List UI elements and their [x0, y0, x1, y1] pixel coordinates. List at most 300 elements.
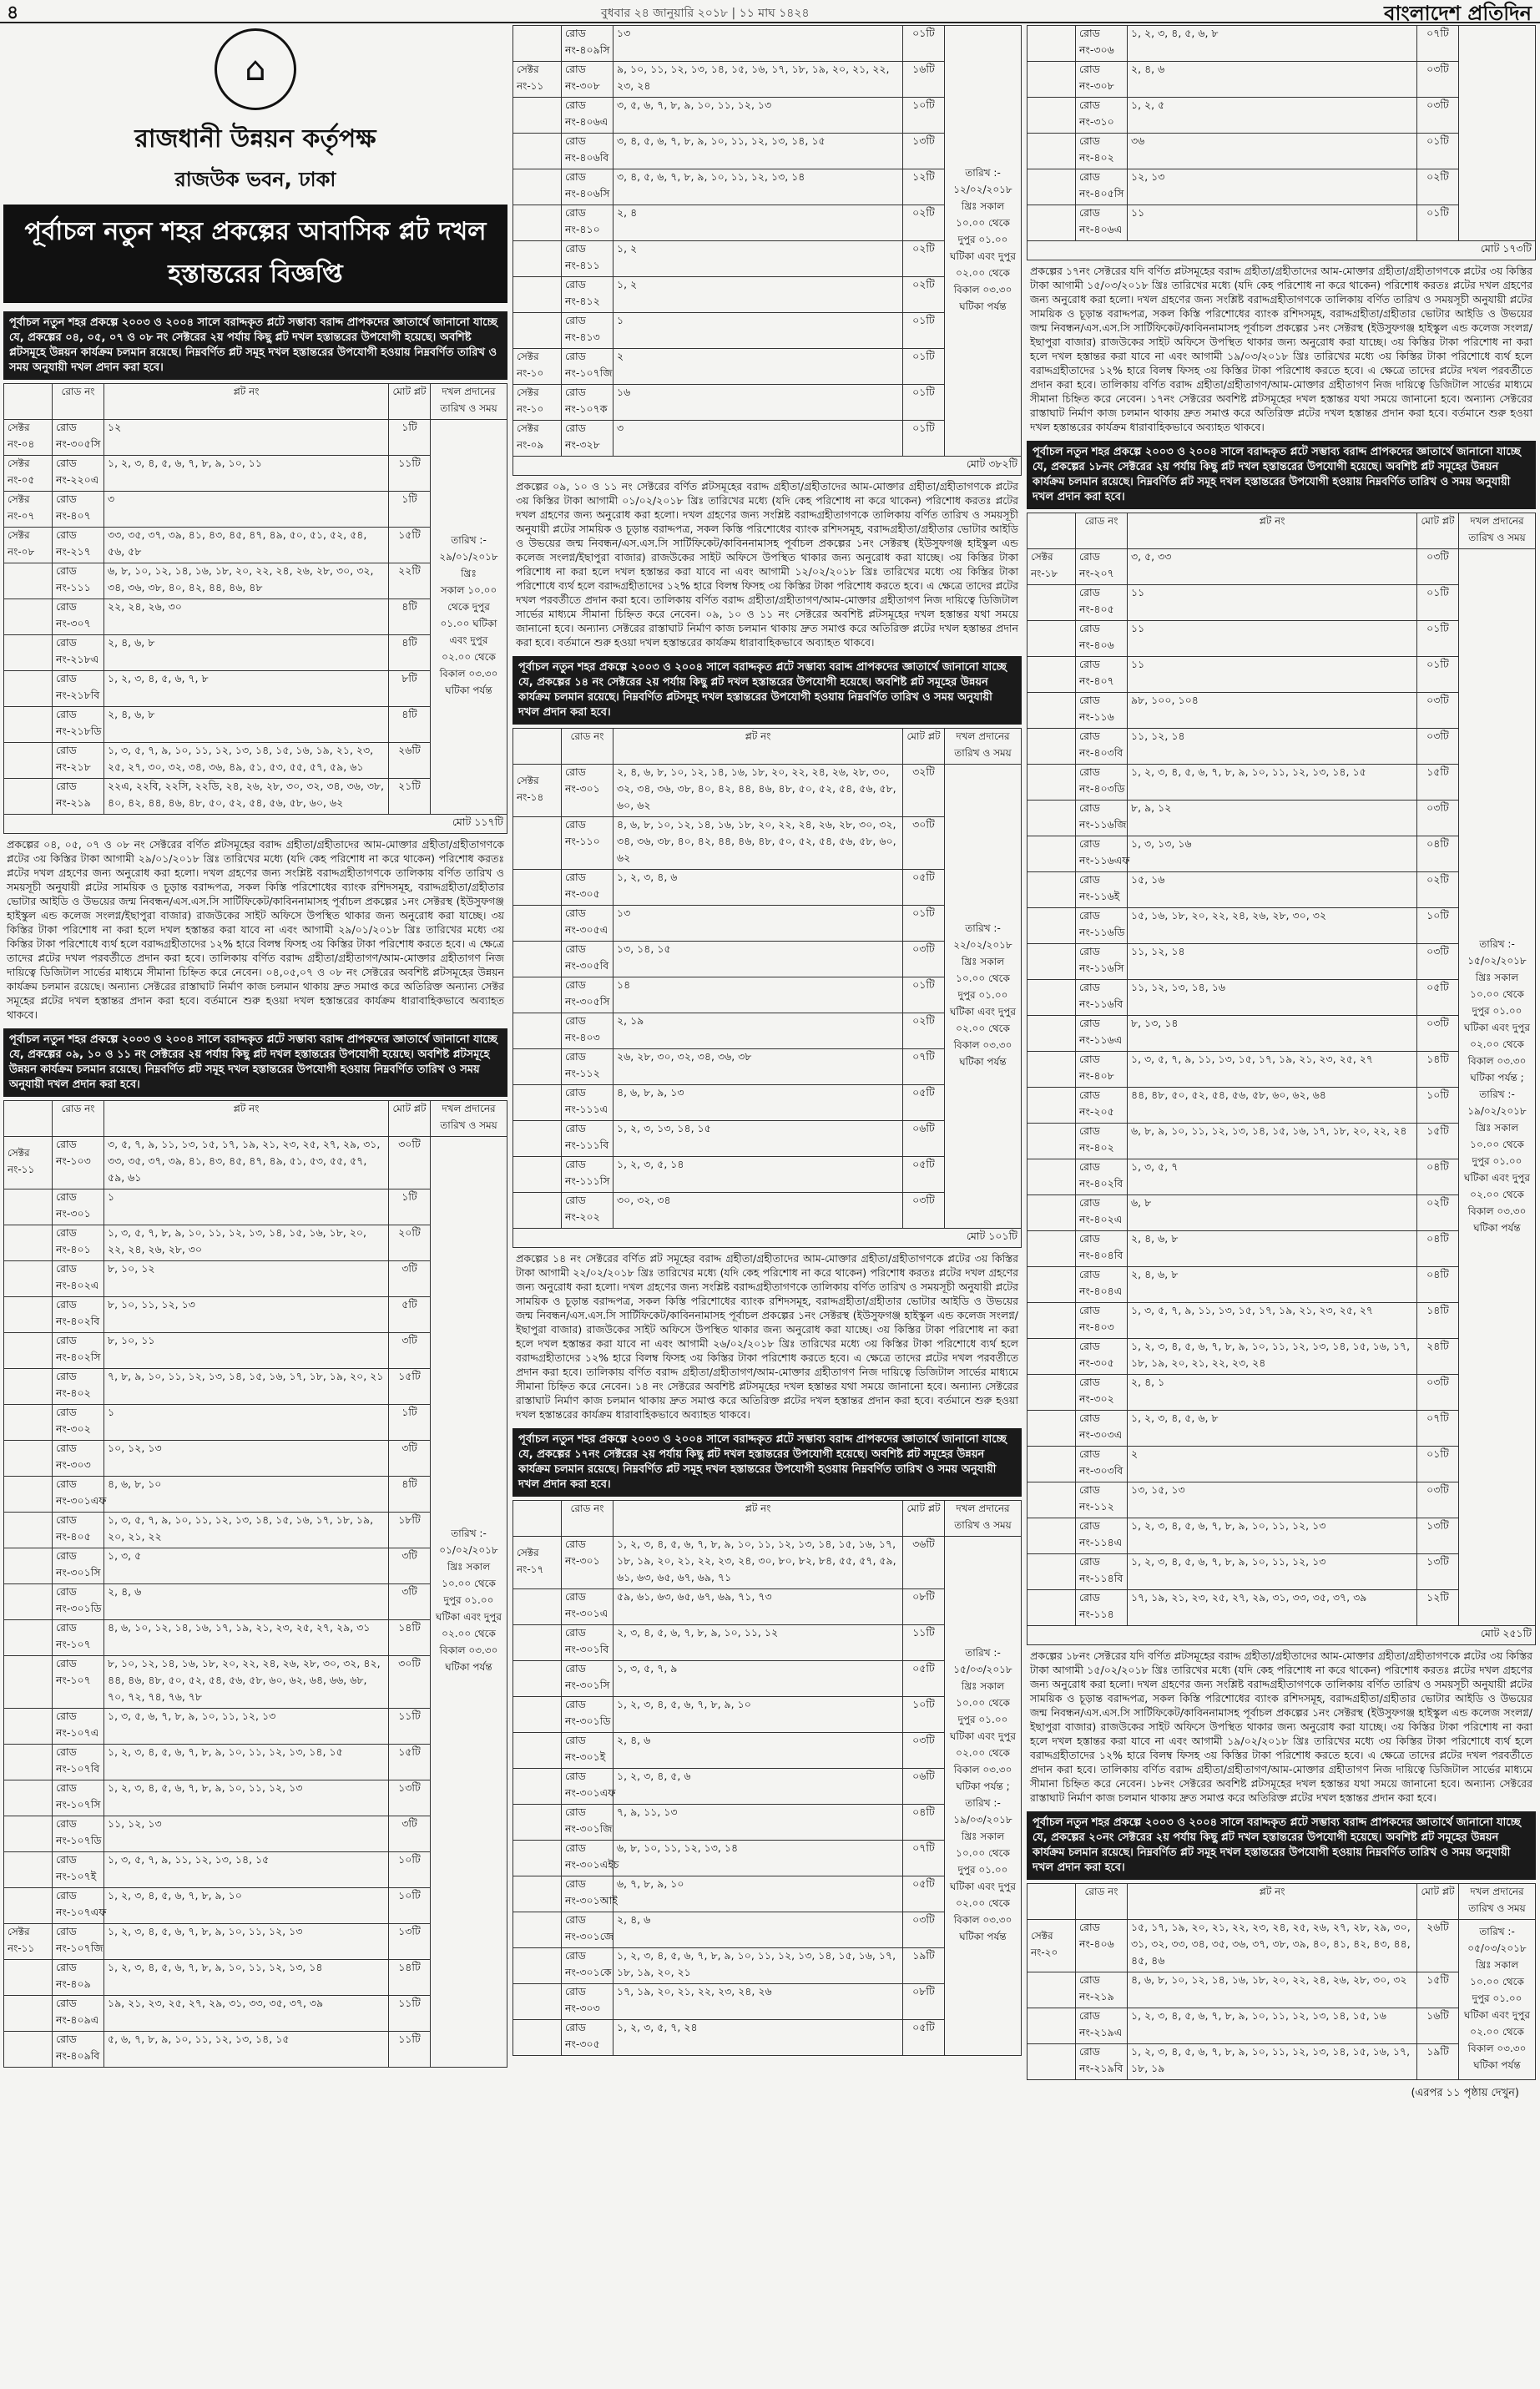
- count-cell: ০৬টি: [903, 1769, 945, 1805]
- road-cell: রোড নং-৩০১: [53, 1189, 104, 1225]
- road-cell: রোড নং-২১৯বি: [1076, 2044, 1128, 2080]
- count-cell: ১৬টি: [903, 62, 945, 98]
- road-cell: রোড নং-১১১সি: [562, 1157, 613, 1193]
- road-cell: রোড নং-১১২: [1076, 1482, 1128, 1518]
- road-cell: রোড নং-৩০১এফ: [53, 1477, 104, 1513]
- sector-cell: [513, 1049, 562, 1085]
- plots-cell: ১, ২, ৩, ৪, ৫, ৬, ৭, ৮, ৯, ১০, ১১, ১২, ১৩, ১৪, ১৫, ১৬, ১৭, ১৮, ১৯, ২০, ২১: [613, 1948, 903, 1984]
- sector-cell: সেক্টর নং-১১: [4, 1924, 53, 1960]
- road-cell: রোড নং-৪০২বি: [53, 1297, 104, 1333]
- count-cell: ১২টি: [903, 169, 945, 205]
- sector-cell: [1028, 1088, 1076, 1124]
- col-schedule: দখল প্রদানের তারিখ ও সময়: [431, 384, 507, 420]
- sector-cell: [4, 707, 53, 743]
- road-cell: রোড নং-২০৭: [1076, 549, 1128, 585]
- sector-cell: [513, 906, 562, 942]
- road-cell: রোড নং-১১৬ডি: [1076, 908, 1128, 944]
- count-cell: ০১টি: [903, 313, 945, 349]
- road-cell: রোড নং-৪০৯বি: [53, 2032, 104, 2068]
- sector-cell: [1028, 1447, 1076, 1482]
- sector-cell: [513, 1912, 562, 1948]
- plots-cell: ৩, ৫, ৭, ৯, ১১, ১৩, ১৫, ১৭, ১৯, ২১, ২৩, ২৫, ২৭, ২৯, ৩১, ৩৩, ৩৫, ৩৭, ৩৯, ৪১, ৪৩, ৪৫, ৪৭, ৪৯, ৫১, ৫৩, ৫৫, ৫৭, ৫৯, ৬১: [104, 1137, 389, 1189]
- plots-cell: ১৫, ১৬, ১৮, ২০, ২২, ২৪, ২৬, ২৮, ৩০, ৩২: [1128, 908, 1417, 944]
- road-cell: রোড নং-৩০১এফ: [562, 1769, 613, 1805]
- sector-cell: [1028, 1231, 1076, 1267]
- sector-cell: [4, 1225, 53, 1261]
- count-cell: ১০টি: [903, 1697, 945, 1733]
- col-plots: প্লট নং: [613, 1501, 903, 1537]
- count-cell: ৮টি: [389, 671, 431, 707]
- road-cell: রোড নং-৪০৩: [562, 1013, 613, 1049]
- count-cell: ১১টি: [389, 2032, 431, 2068]
- plots-cell: ১৩, ১৪, ১৫: [613, 942, 903, 977]
- road-cell: রোড নং-৪১০: [562, 205, 613, 241]
- road-cell: রোড নং-১০৩: [53, 1137, 104, 1189]
- count-cell: ০২টি: [903, 241, 945, 277]
- road-cell: রোড নং-১১৬এ: [1076, 1016, 1128, 1052]
- sector-cell: সেক্টর নং-০৮: [4, 528, 53, 563]
- road-cell: রোড নং-৪০২বি: [1076, 1159, 1128, 1195]
- road-cell: রোড নং-৩০৩এ: [1076, 1411, 1128, 1447]
- notice-intro-sector-17: পূর্বাচল নতুন শহর প্রকল্পে ২০০৩ ও ২০০৪ সালে বরাদ্দকৃত প্লটে সম্ভাব্য বরাদ্দ প্রাপকদের জ্ঞাতার্থে জানানো যাচ্ছে যে, প্রকল্পের ১৭নং সেক্টরের ২য় পর্যায় কিছু প্লট দখল হস্তান্তরের উপযোগী হয়েছে। অবশিষ্ট প্লট সমূহের উন্নয়ন কার্যক্রম চলমান রয়েছে। নিম্নবর্ণিত প্লট সমূহ দখল হস্তান্তরের উপযোগী হওয়ায় নিম্নবর্ণিত তারিখ ও সময় অনুযায়ী দখল প্রদান করা হবে।: [512, 1428, 1022, 1497]
- sector-cell: [513, 1876, 562, 1912]
- plots-cell: ১০, ১২, ১৩: [104, 1441, 389, 1477]
- road-cell: রোড নং-২১৯: [53, 779, 104, 815]
- sector-cell: [1028, 765, 1076, 801]
- col-plots: প্লট নং: [1128, 1884, 1417, 1920]
- sector-cell: [4, 1709, 53, 1745]
- plots-cell: ১, ২, ৩, ৪, ৫, ৬, ৭, ৮, ৯, ১০, ১১, ১২, ১৩, ১৪, ১৫, ১৬, ১৭, ১৮, ১৯: [1128, 2044, 1417, 2080]
- plots-cell: ১, ২, ৩, ১৩, ১৪, ১৫: [613, 1121, 903, 1157]
- total-count: মোট ১১৭টি: [4, 815, 507, 834]
- count-cell: ০৫টি: [903, 870, 945, 906]
- plots-cell: ১, ২, ৩, ৪, ৬: [613, 870, 903, 906]
- road-cell: রোড নং-৩০১ই: [562, 1733, 613, 1769]
- plots-cell: ১৬: [613, 385, 903, 421]
- road-cell: রোড নং-১১৬বি: [1076, 980, 1128, 1016]
- sector-cell: [1028, 1375, 1076, 1411]
- col-count: মোট প্লট: [389, 384, 431, 420]
- sector-cell: [513, 1193, 562, 1229]
- sector-cell: [1028, 1411, 1076, 1447]
- plots-cell: ২৬, ২৮, ৩০, ৩২, ৩৪, ৩৬, ৩৮: [613, 1049, 903, 1085]
- count-cell: ১৩টি: [1417, 1518, 1459, 1554]
- plots-cell: ১, ৩, ৫: [104, 1548, 389, 1584]
- plots-cell: ১, ২, ৩, ৪, ৫, ৬, ৭, ৮, ৯, ১০, ১১, ১২, ১৩, ১৪: [104, 1960, 389, 1996]
- road-cell: রোড নং-৪০৫: [53, 1513, 104, 1548]
- count-cell: ০৫টি: [903, 1876, 945, 1912]
- count-cell: ০৫টি: [903, 2020, 945, 2056]
- road-cell: রোড নং-২১৮বি: [53, 671, 104, 707]
- column-right: [1027, 25, 1536, 2381]
- sector-cell: [4, 599, 53, 635]
- col-schedule: দখল প্রদানের তারিখ ও সময়: [945, 1501, 1022, 1537]
- count-cell: ০৬টি: [903, 1121, 945, 1157]
- sector-cell: সেক্টর নং-১১: [513, 62, 562, 98]
- col-road: রোড নং: [1076, 1884, 1128, 1920]
- count-cell: ০২টি: [903, 205, 945, 241]
- plots-cell: ১, ২, ৩, ৪, ৫, ৬, ৭, ৮, ৯, ১০: [613, 1697, 903, 1733]
- road-cell: রোড নং-৪১১: [562, 241, 613, 277]
- count-cell: ৩টি: [389, 1261, 431, 1297]
- plots-cell: ৪, ৬, ৮, ১০, ১২, ১৪, ১৬, ১৮, ২০, ২২, ২৪, ২৬, ২৮, ৩০, ৩২: [1128, 1972, 1417, 2008]
- plots-cell: ১, ২, ৩, ৪, ৫, ৬, ৭, ৮, ৯, ১০, ১১, ১২, ১৩: [1128, 1518, 1417, 1554]
- plots-cell: ১, ২: [613, 241, 903, 277]
- road-cell: রোড নং-৩০১জি: [562, 1805, 613, 1841]
- plots-cell: ৮, ৯, ১২: [1128, 801, 1417, 836]
- plots-cell: ১, ৩, ৫, ৬, ৭, ৮, ৯, ১০, ১১, ১২, ১৩: [104, 1709, 389, 1745]
- sector-cell: [1028, 980, 1076, 1016]
- plots-cell: ১৭, ১৯, ২১, ২৩, ২৫, ২৭, ২৯, ৩১, ৩৩, ৩৫, ৩৭, ৩৯: [1128, 1590, 1417, 1626]
- count-cell: ১০টি: [903, 98, 945, 134]
- plots-cell: ২, ৪, ১: [1128, 1375, 1417, 1411]
- road-cell: রোড নং-১০৭এ: [53, 1709, 104, 1745]
- total-count: মোট ৩৮২টি: [513, 457, 1022, 476]
- count-cell: ০৩টি: [1417, 62, 1459, 98]
- plots-cell: ১, ২, ৩, ৪, ৫, ৬, ৭, ৮, ৯, ১০, ১১, ১২, ১৩, ১৪, ১৫: [1128, 765, 1417, 801]
- count-cell: ০৩টি: [1417, 1375, 1459, 1411]
- count-cell: ৩টি: [389, 1548, 431, 1584]
- count-cell: ২০টি: [389, 1225, 431, 1261]
- road-cell: রোড নং-১০৭: [53, 1656, 104, 1709]
- road-cell: রোড নং-৪০২: [53, 1369, 104, 1405]
- plots-cell: ৯৮, ১০০, ১০৪: [1128, 693, 1417, 729]
- count-cell: ২১টি: [389, 779, 431, 815]
- plots-cell: ২, ৪: [613, 205, 903, 241]
- road-cell: রোড নং-৩০১আই: [562, 1876, 613, 1912]
- road-cell: রোড নং-৪১৩: [562, 313, 613, 349]
- rajuk-logo-icon: ⌂: [215, 28, 296, 110]
- road-cell: রোড নং-৪০৫: [1076, 585, 1128, 621]
- col-plots: প্লট নং: [613, 729, 903, 765]
- count-cell: ০৭টি: [903, 1049, 945, 1085]
- road-cell: রোড নং-২১৯এ: [1076, 2008, 1128, 2044]
- count-cell: ০১টি: [1417, 657, 1459, 693]
- column-middle: [512, 25, 1022, 2381]
- road-cell: রোড নং-৩০৮: [562, 62, 613, 98]
- count-cell: ২৬টি: [1417, 1920, 1459, 1972]
- sector-cell: [4, 1369, 53, 1405]
- plots-cell: ৫৯, ৬১, ৬৩, ৬৫, ৬৭, ৬৯, ৭১, ৭৩: [613, 1589, 903, 1625]
- count-cell: ০৪টি: [903, 1805, 945, 1841]
- road-cell: রোড নং-৩০১এইচ: [562, 1841, 613, 1876]
- plots-cell: ২, ৪, ৬, ৮, ১০, ১২, ১৪, ১৬, ১৮, ২০, ২২, ২৪, ২৬, ২৮, ৩০, ৩২, ৩৪, ৩৬, ৩৮, ৪০, ৪২, ৪৪, ৪৬, ৪৮, ৫০, ৫২, ৫৪, ৫৬, ৫৮, ৬০, ৬২: [613, 765, 903, 817]
- plots-cell: ২, ৪, ৬: [1128, 62, 1417, 98]
- count-cell: ০৩টি: [903, 1193, 945, 1229]
- road-cell: রোড নং-১০৭সি: [53, 1780, 104, 1816]
- plot-table-sector-17-cont: [1027, 25, 1536, 260]
- road-cell: রোড নং-৪০৬সি: [562, 169, 613, 205]
- sector-cell: [1028, 908, 1076, 944]
- count-cell: ১৯টি: [1417, 2044, 1459, 2080]
- total-row: [1028, 241, 1536, 260]
- count-cell: ০৪টি: [1417, 836, 1459, 872]
- plots-cell: ৪, ৬, ৮, ১০: [104, 1477, 389, 1513]
- road-cell: রোড নং-১০৭ডি: [53, 1816, 104, 1852]
- col-sector: [4, 1101, 53, 1137]
- road-cell: রোড নং-১০৭ই: [53, 1852, 104, 1888]
- instruction-paragraph-4: প্রকল্পের ১৭নং সেক্টরের যদি বর্ণিত প্লটসমূহের বরাদ্দ গ্রহীতা/গ্রহীতাদের আম-মোক্তার গ্রহীতা/গ্রহীতাগণকে প্লটের ৩য় কিস্তির টাকা আগামী ১৫/০৩/২০১৮ খ্রিঃ তারিখের মধ্যে (যদি কেহ পরিশোধ না করে থাকেন) পরিশোধ করতঃ প্লটের দখল গ্রহণের জন্য অনুরোধ করা হলো। দখল গ্রহণের জন্য সংশ্লিষ্ট বরাদ্দগ্রহীতাগণকে তালিকায় বর্ণিত তারিখ ও সময়সূচী অনুযায়ী প্লটের সাময়িক ও চূড়ান্ত বরাদ্দপত্র, সকল কিস্তি পরিশোধের ব্যাংক রশিদসমূহ, বরাদ্দগ্রহীতা/গ্রহীতার ভোটার আইডি ও উভয়ের জন্ম নিবন্ধন/এস.এস.সি সার্টিফিকেট/কাবিননামাসহ পূর্বাচল প্রকল্পের ১নং সেক্টরস্থ (ইউসুফগঞ্জ হাইস্কুল এন্ড কলেজ সংলগ্ন/ইছাপুরা বাজার) রাজউকের সাইট অফিসে উপস্থিত থাকার জন্য অনুরোধ করা যাচ্ছে। ৩য় কিস্তির টাকা পরিশোধ না করা হলে দখল হস্তান্তর করা যাবে না এবং আগামী ১৯/০৩/২০১৮ খ্রিঃ তারিখের মধ্যে ৩য় কিস্তির টাকা পরিশোধে ব্যর্থ হলে বরাদ্দগ্রহীতাদের ১২% হারে বিলম্ব ফিসহ ৩য় কিস্তির টাকা পরিশোধ করতে হবে। এ ক্ষেত্রে তাদের প্লটের দখল পরবর্তীতে প্রদান করা হবে। তালিকায় বর্ণিত বরাদ্দ গ্রহীতা/গ্রহীতাগণ/আম-মোক্তার গ্রহীতাগণ নিজ দায়িত্বে ডিজিটাল সার্ভের মাধ্যমে সীমানা চিহ্নিত করে নেবেন। ১৭নং সেক্টরের অবশিষ্ট প্লটসমূহের দখল হস্তান্তর যথা সময়ে জানানো হবে। অন্যান্য সেক্টরের রাস্তাঘাট নির্মাণ কাজ চলমান থাকায় দ্রুত সমাপ্ত করে অতিরিক্ত প্লটের দখল হস্তান্তর প্রদান করা হবে। বর্তমানে শুরু হওয়া দখল হস্তান্তরের কার্যক্রম ধারাবাহিকভাবে অব্যাহত থাকবে।: [1030, 265, 1532, 433]
- road-cell: রোড নং-৪০৯সি: [562, 26, 613, 62]
- plots-cell: ১, ২, ৩, ৪, ৫, ৬, ৭, ৮, ৯, ১০, ১১, ১২, ১৩: [1128, 1554, 1417, 1590]
- road-cell: রোড নং-৩০২: [1076, 1375, 1128, 1411]
- plots-cell: ৪, ৬, ৮, ১০, ১২, ১৪, ১৬, ১৮, ২০, ২২, ২৪, ২৬, ২৮, ৩০, ৩২, ৩৪, ৩৬, ৩৮, ৪০, ৪২, ৪৪, ৪৬, ৪৮, ৫০, ৫২, ৫৪, ৫৬, ৫৮, ৬০, ৬২: [613, 817, 903, 870]
- road-cell: রোড নং-২০৫: [1076, 1088, 1128, 1124]
- schedule-cell: তারিখ :- ০১/০২/২০১৮ খ্রিঃ সকাল ১০.০০ থেকে দুপুর ০১.০০ ঘটিকা এবং দুপুর ০২.০০ থেকে বিকাল ০৩.৩০ ঘটিকা পর্যন্ত: [431, 1137, 507, 2068]
- notice-intro-sector-09-11: পূর্বাচল নতুন শহর প্রকল্পে ২০০৩ ও ২০০৪ সালে বরাদ্দকৃত প্লটে সম্ভাব্য বরাদ্দ প্রাপকদের জ্ঞাতার্থে জানানো যাচ্ছে যে, প্রকল্পের ০৯, ১০ ও ১১ নং সেক্টরের ২য় পর্যায় কিছু প্লট দখল হস্তান্তরের উপযোগী হয়েছে। অবশিষ্ট প্লটসমূহে উন্নয়ন কার্যক্রম চলমান রয়েছে। নিম্নবর্ণিত প্লট সমূহ দখল হস্তান্তরের উপযোগী হওয়ায় নিম্নবর্ণিত তারিখ ও সময় অনুযায়ী দখল প্রদান করা হবে।: [3, 1028, 507, 1097]
- sector-cell: [513, 205, 562, 241]
- total-row: [513, 1229, 1022, 1248]
- road-cell: রোড নং-২২০এ: [53, 456, 104, 492]
- notice-intro-sector-14: পূর্বাচল নতুন শহর প্রকল্পে ২০০৩ ও ২০০৪ সালে বরাদ্দকৃত প্লটে সম্ভাব্য বরাদ্দ প্রাপকদের জ্ঞাতার্থে জানানো যাচ্ছে যে, প্রকল্পের ১৪ নং সেক্টরের ২য় পর্যায় কিছু প্লট দখল হস্তান্তরের উপযোগী হয়েছে। অবশিষ্ট প্লট সমূহের উন্নয়ন কার্যক্রম চলমান রয়েছে। নিম্নবর্ণিত প্লটসমূহ দখল হস্তান্তরের উপযোগী হওয়ায় নিম্নবর্ণিত তারিখ ও সময় অনুযায়ী দখল প্রদান করা হবে।: [512, 656, 1022, 725]
- road-cell: রোড নং-৪০২এ: [53, 1261, 104, 1297]
- sector-cell: [1028, 98, 1076, 134]
- sector-cell: [513, 241, 562, 277]
- road-cell: রোড নং-৩০৫: [1076, 1339, 1128, 1375]
- count-cell: ১৫টি: [1417, 1972, 1459, 2008]
- sector-cell: [513, 1805, 562, 1841]
- plots-cell: ৯, ১০, ১১, ১২, ১৩, ১৪, ১৫, ১৬, ১৭, ১৮, ১৯, ২০, ২১, ২২, ২৩, ২৪: [613, 62, 903, 98]
- plots-cell: ৪, ৬, ১০, ১২, ১৪, ১৬, ১৭, ১৯, ২১, ২৩, ২৫, ২৭, ২৯, ৩১: [104, 1620, 389, 1656]
- count-cell: ১৪টি: [389, 1620, 431, 1656]
- count-cell: ০১টি: [903, 385, 945, 421]
- road-cell: রোড নং-৩০৫সি: [562, 977, 613, 1013]
- sector-cell: [4, 1548, 53, 1584]
- sector-cell: [4, 779, 53, 815]
- plots-cell: ১, ২, ৩, ৪, ৫, ৬, ৮: [1128, 26, 1417, 62]
- table-header: [1028, 513, 1536, 549]
- plots-cell: ১, ৩, ৫, ৭, ৮, ৯, ১০, ১১, ১২, ১৩, ১৪, ১৫, ১৬, ১৮, ২০, ২২, ২৪, ২৬, ২৮, ৩০: [104, 1225, 389, 1261]
- count-cell: ৩টি: [389, 1333, 431, 1369]
- sector-cell: [513, 1013, 562, 1049]
- count-cell: ০১টি: [1417, 205, 1459, 241]
- count-cell: ৪টি: [389, 1477, 431, 1513]
- count-cell: ১৬টি: [1417, 2008, 1459, 2044]
- road-cell: রোড নং-৩০৮: [1076, 62, 1128, 98]
- plots-cell: ২২, ২৪, ২৬, ৩০: [104, 599, 389, 635]
- sector-cell: [4, 1816, 53, 1852]
- column-left: [3, 25, 507, 2381]
- plots-cell: ১৯, ২১, ২৩, ২৫, ২৭, ২৯, ৩১, ৩৩, ৩৫, ৩৭, ৩৯: [104, 1996, 389, 2032]
- sector-cell: [1028, 1052, 1076, 1088]
- road-cell: রোড নং-১০৭ক: [562, 385, 613, 421]
- plots-cell: ১১: [1128, 205, 1417, 241]
- sector-cell: [4, 1996, 53, 2032]
- count-cell: ১৮টি: [389, 1513, 431, 1548]
- plots-cell: ৩৬: [1128, 134, 1417, 169]
- sector-cell: [1028, 1016, 1076, 1052]
- plots-cell: ৪, ৬, ৮, ৯, ১৩: [613, 1085, 903, 1121]
- count-cell: ০৪টি: [1417, 1267, 1459, 1303]
- sector-cell: [1028, 2044, 1076, 2080]
- plots-cell: ৩, ৫, ৩৩: [1128, 549, 1417, 585]
- plots-cell: ২, ৩, ৪, ৫, ৬, ৭, ৮, ৯, ১০, ১১, ১২: [613, 1625, 903, 1661]
- count-cell: ১৯টি: [903, 1948, 945, 1984]
- count-cell: ০৭টি: [1417, 26, 1459, 62]
- table-row: [1028, 1920, 1536, 1972]
- road-cell: রোড নং-৪০৮: [1076, 1052, 1128, 1088]
- plots-cell: ৬, ৮, ১০, ১১, ১২, ১৩, ১৪: [613, 1841, 903, 1876]
- table-row: [4, 420, 507, 456]
- count-cell: ০১টি: [903, 349, 945, 385]
- sector-cell: [4, 2032, 53, 2068]
- road-cell: রোড নং-৩০১সি: [562, 1661, 613, 1697]
- count-cell: ০২টি: [903, 1013, 945, 1049]
- road-cell: রোড নং-৪০১: [53, 1225, 104, 1261]
- road-cell: রোড নং-১১১এ: [562, 1085, 613, 1121]
- road-cell: রোড নং-৩০১: [562, 765, 613, 817]
- sector-cell: [4, 1333, 53, 1369]
- sector-cell: [513, 1948, 562, 1984]
- road-cell: রোড নং-৪০৬: [1076, 621, 1128, 657]
- road-cell: রোড নং-৩০১ডি: [562, 1697, 613, 1733]
- plots-cell: ১, ৩, ৫, ৭, ৯, ১১, ১৩, ১৫, ১৭, ১৯, ২১, ২৩, ২৫, ২৭: [1128, 1052, 1417, 1088]
- plots-cell: ১, ২, ৩, ৪, ৫, ৬, ৭, ৮, ৯, ১০, ১১, ১২, ১৩, ১৪, ১৫: [104, 1745, 389, 1780]
- sector-cell: [4, 1297, 53, 1333]
- road-cell: রোড নং-২১৯: [1076, 1972, 1128, 2008]
- table-row: [513, 765, 1022, 817]
- total-count: মোট ২৫১টি: [1028, 1626, 1536, 1645]
- sector-cell: [513, 134, 562, 169]
- count-cell: ১৩টি: [903, 134, 945, 169]
- plots-cell: ১৩: [613, 906, 903, 942]
- plot-table-sector-11: [3, 1100, 507, 2068]
- plots-cell: ১, ৩, ৫, ৭: [1128, 1159, 1417, 1195]
- sector-cell: [1028, 872, 1076, 908]
- plots-cell: ৮, ১০, ১২, ১৪, ১৬, ১৮, ২০, ২২, ২৪, ২৬, ২৮, ৩০, ৩২, ৪২, ৪৪, ৪৬, ৪৮, ৫০, ৫২, ৫৪, ৫৬, ৫৮, ৬০, ৬২, ৬৪, ৬৬, ৬৮, ৭০, ৭২, ৭৪, ৭৬, ৭৮: [104, 1656, 389, 1709]
- sector-cell: [1028, 729, 1076, 765]
- sector-cell: [513, 1085, 562, 1121]
- road-cell: রোড নং-৪০৩বি: [1076, 729, 1128, 765]
- plots-cell: ১, ২, ৩, ৫, ১৪: [613, 1157, 903, 1193]
- count-cell: ২৪টি: [1417, 1339, 1459, 1375]
- sector-cell: [4, 563, 53, 599]
- sector-cell: [513, 1841, 562, 1876]
- schedule-time: সকাল ১০.০০ থেকে দুপুর ০১.০০ ঘটিকা এবং দুপুর ০২.০০ থেকে বিকাল ০৩.৩০ ঘটিকা পর্যন্ত: [439, 584, 498, 696]
- count-cell: ১১টি: [389, 1709, 431, 1745]
- plots-cell: ১, ২, ৩, ৫, ৭, ২৪: [613, 2020, 903, 2056]
- count-cell: ০৩টি: [1417, 801, 1459, 836]
- road-cell: রোড নং-৩০৫: [562, 2020, 613, 2056]
- plot-table-sector-18: [1027, 513, 1536, 1645]
- total-count: মোট ১০১টি: [513, 1229, 1022, 1248]
- road-cell: রোড নং-৩০৫বি: [562, 942, 613, 977]
- count-cell: ০৮টি: [903, 1589, 945, 1625]
- plots-cell: ৭, ৮, ৯, ১০, ১১, ১২, ১৩, ১৪, ১৫, ১৬, ১৭, ১৮, ১৯, ২০, ২১: [104, 1369, 389, 1405]
- road-cell: রোড নং-৩২৮: [562, 421, 613, 457]
- plots-cell: ১, ২, ৩, ৪, ৫, ৬, ৭, ৮, ৯, ১০, ১১, ১২, ১৩, ১৪, ১৫, ১৬: [1128, 2008, 1417, 2044]
- road-cell: রোড নং-৪০৫সি: [1076, 169, 1128, 205]
- road-cell: রোড নং-১০৭জি: [53, 1924, 104, 1960]
- plots-cell: ১৩, ১৫, ১৩: [1128, 1482, 1417, 1518]
- count-cell: ০১টি: [1417, 621, 1459, 657]
- plots-cell: ১২: [104, 420, 389, 456]
- road-cell: রোড নং-৩০৩: [562, 1984, 613, 2020]
- plots-cell: ৫, ৬, ৭, ৮, ৯, ১০, ১১, ১২, ১৩, ১৪, ১৫: [104, 2032, 389, 2068]
- table-row: [4, 1137, 507, 1189]
- count-cell: ১০টি: [389, 1888, 431, 1924]
- count-cell: ৪টি: [389, 707, 431, 743]
- sector-cell: সেক্টর নং-১১: [4, 1137, 53, 1189]
- sector-cell: সেক্টর নং-০৭: [4, 492, 53, 528]
- count-cell: ১৪টি: [1417, 1303, 1459, 1339]
- sector-cell: [1028, 1267, 1076, 1303]
- plots-cell: ১১, ১২, ১৩: [104, 1816, 389, 1852]
- road-cell: রোড নং-১১৬সি: [1076, 944, 1128, 980]
- plots-cell: ১, ২, ৩, ৪, ৫, ৬, ৮: [1128, 1411, 1417, 1447]
- plots-cell: ৬, ৮, ১০, ১২, ১৪, ১৬, ১৮, ২০, ২২, ২৪, ২৬, ২৮, ৩০, ৩২, ৩৪, ৩৬, ৩৮, ৪০, ৪২, ৪৪, ৪৬, ৪৮: [104, 563, 389, 599]
- road-cell: রোড নং-৩১০: [1076, 98, 1128, 134]
- sector-cell: সেক্টর নং-১০: [513, 349, 562, 385]
- count-cell: ০৩টি: [903, 1733, 945, 1769]
- count-cell: ১৫টি: [389, 528, 431, 563]
- count-cell: ৩০টি: [903, 817, 945, 870]
- sector-cell: [513, 313, 562, 349]
- plots-cell: ১, ২, ৩, ৪, ৫, ৬, ৭, ৮, ৯, ১০, ১১, ১২, ১৩: [104, 1924, 389, 1960]
- count-cell: ০৭টি: [1417, 1411, 1459, 1447]
- table-header: [1028, 1884, 1536, 1920]
- schedule-cell: তারিখ :- ২২/০২/২০১৮ খ্রিঃ সকাল ১০.০০ থেকে দুপুর ০১.০০ ঘটিকা এবং দুপুর ০২.০০ থেকে বিকাল ০৩.৩০ ঘটিকা পর্যন্ত: [945, 765, 1022, 1229]
- instruction-paragraph-3: প্রকল্পের ১৪ নং সেক্টরের বর্ণিত প্লট সমূহের বরাদ্দ গ্রহীতা/গ্রহীতাদের আম-মোক্তার গ্রহীতা/গ্রহীতাগণকে প্লটের ৩য় কিস্তির টাকা আগামী ২২/০২/২০১৮ খ্রিঃ তারিখের মধ্যে (যদি কেহ পরিশোধ না করে থাকেন) পরিশোধ করতঃ প্লটের দখল গ্রহণের জন্য অনুরোধ করা হলো। দখল গ্রহণের জন্য সংশ্লিষ্ট বরাদ্দগ্রহীতাগণকে তালিকায় বর্ণিত তারিখ ও সময়সূচী অনুযায়ী প্লটের সাময়িক ও চূড়ান্ত বরাদ্দপত্র, সকল কিস্তি পরিশোধের ব্যাংক রশিদসমূহ, বরাদ্দগ্রহীতা/গ্রহীতার ভোটার আইডি ও উভয়ের জন্ম নিবন্ধন/এস.এস.সি সার্টিফিকেট/কাবিননামাসহ পূর্বাচল প্রকল্পের ১নং সেক্টরস্থ (ইউসুফগঞ্জ হাইস্কুল এন্ড কলেজ সংলগ্ন/ইছাপুরা বাজার) রাজউকের সাইট অফিসে উপস্থিত থাকার জন্য অনুরোধ করা যাচ্ছে। ৩য় কিস্তির টাকা পরিশোধ না করা হলে দখল হস্তান্তর করা যাবে না এবং আগামী ২৬/০২/২০১৮ খ্রিঃ তারিখের মধ্যে ৩য় কিস্তির টাকা পরিশোধে ব্যর্থ হলে বরাদ্দগ্রহীতাদের ১২% হারে বিলম্ব ফিসহ ৩য় কিস্তির টাকা পরিশোধ করতে হবে। এ ক্ষেত্রে তাদের প্লটের দখল পরবর্তীতে প্রদান করা হবে। তালিকায় বর্ণিত বরাদ্দ গ্রহীতা/গ্রহীতাগণ/আম-মোক্তার গ্রহীতাগণ নিজ দায়িত্বে ডিজিটাল সার্ভের মাধ্যমে সীমানা চিহ্নিত করে নেবেন। ১৪ নং সেক্টরের অবশিষ্ট প্লটসমূহের দখল হস্তান্তর যথা সময়ে জানানো হবে। অন্যান্য সেক্টরের রাস্তাঘাট নির্মাণ কাজ চলমান থাকায় দ্রুত সমাপ্ত করে অতিরিক্ত প্লটের দখল হস্তান্তর প্রদান করা হবে। বর্তমানে শুরু হওয়া দখল হস্তান্তরের কার্যক্রম ধারাবাহিকভাবে অব্যাহত থাকবে।: [516, 1252, 1018, 1421]
- count-cell: ০৪টি: [1417, 1231, 1459, 1267]
- sector-cell: [1028, 1195, 1076, 1231]
- sector-cell: [1028, 205, 1076, 241]
- col-sector: [513, 1501, 562, 1537]
- sector-cell: [513, 817, 562, 870]
- schedule-cell: তারিখ :- ০৫/০৩/২০১৮ খ্রিঃ সকাল ১০.০০ থেকে দুপুর ০১.০০ ঘটিকা এবং দুপুর ০২.০০ থেকে বিকাল ০৩.৩০ ঘটিকা পর্যন্ত: [1459, 1920, 1536, 2080]
- road-cell: রোড নং-৪০২: [1076, 134, 1128, 169]
- count-cell: ৪টি: [389, 635, 431, 671]
- sector-cell: [4, 671, 53, 707]
- sector-cell: [513, 977, 562, 1013]
- count-cell: ২৬টি: [389, 743, 431, 779]
- count-cell: ০৭টি: [903, 1841, 945, 1876]
- plots-cell: ৩: [613, 421, 903, 457]
- count-cell: ০২টি: [1417, 169, 1459, 205]
- sector-cell: [1028, 1590, 1076, 1626]
- col-sector: [4, 384, 53, 420]
- sector-cell: [513, 942, 562, 977]
- plots-cell: ১১: [1128, 621, 1417, 657]
- count-cell: ১০টি: [389, 1852, 431, 1888]
- plots-cell: ৩: [104, 492, 389, 528]
- count-cell: ১৩টি: [389, 1924, 431, 1960]
- road-cell: রোড নং-২১৮এ: [53, 635, 104, 671]
- count-cell: ০৩টি: [1417, 729, 1459, 765]
- plots-cell: ২, ৪, ৬, ৮: [104, 707, 389, 743]
- plots-cell: ১১: [1128, 657, 1417, 693]
- sector-cell: [1028, 1518, 1076, 1554]
- count-cell: ১৫টি: [389, 1369, 431, 1405]
- sector-cell: [1028, 944, 1076, 980]
- road-cell: রোড নং-১০৭এফ: [53, 1888, 104, 1924]
- sector-cell: [513, 1697, 562, 1733]
- count-cell: ১৩টি: [1417, 1554, 1459, 1590]
- plots-cell: ১১, ১২, ১৩, ১৪, ১৬: [1128, 980, 1417, 1016]
- notice-title: পূর্বাচল নতুন শহর প্রকল্পের আবাসিক প্লট দখল হস্তান্তরের বিজ্ঞপ্তি: [3, 205, 507, 303]
- plots-cell: ১১, ১২, ১৪: [1128, 944, 1417, 980]
- sector-cell: সেক্টর নং-০৪: [4, 420, 53, 456]
- table-header: [4, 384, 507, 420]
- col-plots: প্লট নং: [104, 384, 389, 420]
- page-number: ৪: [7, 3, 19, 23]
- plots-cell: ১১: [1128, 585, 1417, 621]
- count-cell: ০৩টি: [1417, 944, 1459, 980]
- sector-cell: সেক্টর নং-১০: [513, 385, 562, 421]
- table-row: [1028, 26, 1536, 62]
- col-schedule: দখল প্রদানের তারিখ ও সময়: [945, 729, 1022, 765]
- date-line: বুধবার ২৪ জানুয়ারি ২০১৮ | ১১ মাঘ ১৪২৪: [601, 7, 810, 20]
